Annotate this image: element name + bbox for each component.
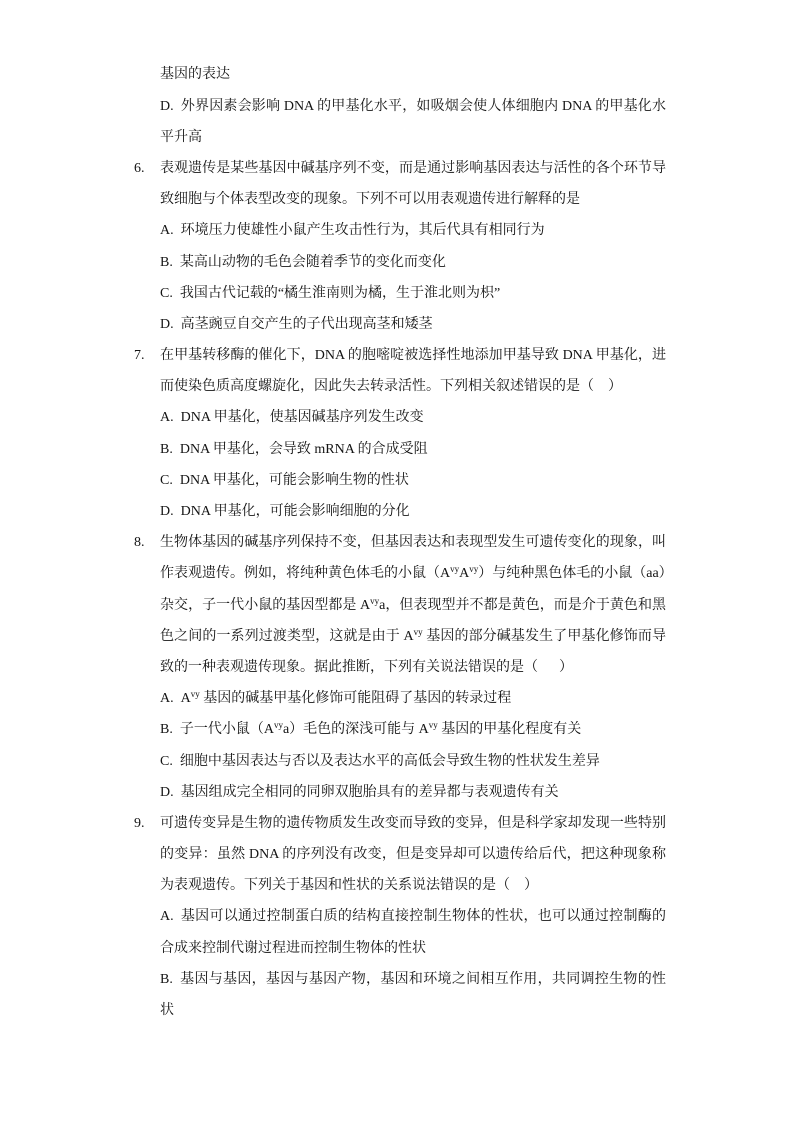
question-stem	[160, 652, 666, 683]
question-9	[0, 808, 793, 1026]
question-stem	[160, 340, 666, 371]
question-stem-text: 生物体基因的碱基序列保持不变，但基因表达和表现型发生可遗传变化的现象，叫	[160, 535, 666, 551]
option-d	[160, 309, 666, 340]
option-c	[160, 746, 666, 777]
question-stem	[160, 839, 666, 870]
option-line	[0, 215, 793, 246]
option-line	[0, 402, 793, 433]
text-segment: 基因的甲基化程度有关	[437, 722, 582, 738]
option-text: 环境压力使雄性小鼠产生攻击性行为，其后代具有相同行为	[180, 223, 545, 239]
option-line	[0, 964, 793, 995]
option-d-continuation	[160, 122, 666, 153]
option-line	[0, 278, 793, 309]
question-number: 8.	[134, 535, 145, 551]
allele-superscript: vy	[428, 720, 438, 731]
option-line	[0, 465, 793, 496]
text-segment: A	[180, 691, 191, 707]
option-line	[0, 59, 793, 90]
option-d	[160, 777, 666, 808]
option-line	[0, 777, 793, 808]
option-b	[160, 964, 666, 995]
option-line	[0, 714, 793, 745]
allele-superscript: vy	[370, 595, 380, 606]
question-stem-text: 的变异：虽然 DNA 的序列没有改变，但是变异却可以遗传给后代，把这种现象称	[160, 847, 666, 863]
option-label: D.	[160, 316, 174, 332]
option-line	[0, 995, 793, 1026]
option-line	[0, 122, 793, 153]
option-b	[160, 714, 666, 745]
question-6	[0, 153, 793, 340]
question-stem	[160, 371, 666, 402]
option-text: 某高山动物的毛色会随着季节的变化而变化	[179, 254, 446, 270]
question-stem-line	[0, 558, 793, 589]
option-b	[160, 434, 666, 465]
question-stem-line	[0, 621, 793, 652]
question-stem	[160, 808, 666, 839]
option-d	[160, 496, 666, 527]
option-label: C.	[160, 753, 173, 769]
option-text: DNA 甲基化，使基因碱基序列发生改变	[180, 410, 424, 426]
option-text: 基因组成完全相同的同卵双胞胎具有的差异都与表观遗传有关	[180, 784, 559, 800]
text-segment: a）毛色的深浅可能与 A	[282, 722, 429, 738]
allele-superscript: vy	[469, 564, 479, 575]
option-line	[0, 496, 793, 527]
question-stem-text: 可遗传变异是生物的遗传物质发生改变而导致的变异，但是科学家却发现一些特别	[160, 815, 666, 831]
option-text: 我国古代记载的“橘生淮南则为橘，生于淮北则为枳”	[179, 285, 501, 301]
option-a	[160, 402, 666, 433]
option-text: 基因可以通过控制蛋白质的结构直接控制生物体的性状，也可以通过控制酶的	[180, 909, 666, 925]
question-stem	[160, 590, 666, 621]
question-stem	[160, 527, 666, 558]
question-stem-text: 而使染色质高度螺旋化，因此失去转录活性。下列相关叙述错误的是（ ）	[160, 379, 622, 395]
text-segment: 作表观遗传。例如，将纯种黄色体毛的小鼠（A	[160, 566, 451, 582]
question-stem-line	[0, 808, 793, 839]
option-line	[0, 309, 793, 340]
option-label: D.	[160, 504, 174, 520]
option-label: A.	[160, 223, 174, 239]
option-b	[160, 247, 666, 278]
option-line	[0, 683, 793, 714]
option-label: A.	[160, 909, 174, 925]
question-stem-text: 致细胞与个体表型改变的现象。下列不可以用表观遗传进行解释的是	[160, 192, 580, 208]
option-text: 状	[160, 1003, 174, 1019]
question-7	[0, 340, 793, 527]
option-c	[160, 465, 666, 496]
question-number: 9.	[134, 815, 145, 831]
option-text: 平升高	[160, 129, 202, 145]
option-d	[160, 91, 666, 122]
question-stem-text: 表观遗传是某些基因中碱基序列不变，而是通过影响基因表达与活性的各个环节导	[160, 160, 666, 176]
allele-superscript: vy	[273, 720, 283, 731]
option-c	[160, 278, 666, 309]
question-stem-text: 为表观遗传。下列关于基因和性状的关系说法错误的是（ ）	[160, 878, 538, 894]
option-text: DNA 甲基化，可能会影响细胞的分化	[180, 504, 410, 520]
question-stem-line	[0, 870, 793, 901]
option-text: 基因的表达	[160, 67, 230, 83]
question-stem-line	[0, 590, 793, 621]
option-label: B.	[160, 254, 173, 270]
question-stem-text: 在甲基转移酶的催化下，DNA 的胞嘧啶被选择性地添加甲基导致 DNA 甲基化，进	[160, 348, 666, 364]
question-number: 7.	[134, 348, 145, 364]
question-stem	[160, 558, 673, 589]
question-stem-line	[0, 340, 793, 371]
question-stem-line	[0, 371, 793, 402]
allele-superscript: vy	[413, 626, 423, 637]
text-segment: A	[459, 566, 470, 582]
question-stem-text: 致的一种表观遗传现象。据此推断，下列有关说法错误的是（ ）	[160, 659, 573, 675]
question-5-continuation	[0, 59, 793, 153]
question-stem	[160, 621, 666, 652]
option-line	[0, 746, 793, 777]
question-stem-line	[0, 527, 793, 558]
page-content	[0, 59, 793, 1026]
question-stem	[160, 184, 666, 215]
text-segment: 基因的碱基甲基化修饰可能阻碍了基因的转录过程	[199, 691, 512, 707]
option-text: 外界因素会影响 DNA 的甲基化水平，如吸烟会使人体细胞内 DNA 的甲基化水	[180, 98, 666, 114]
option-a	[160, 901, 666, 932]
option-label: C.	[160, 472, 173, 488]
text-segment: 杂交，子一代小鼠的基因型都是 A	[160, 597, 371, 613]
option-label: D.	[160, 784, 174, 800]
option-b-continuation	[160, 995, 666, 1026]
text-segment: 基因的部分碱基发生了甲基化修饰而导	[422, 628, 667, 644]
question-stem-line	[0, 153, 793, 184]
option-text: DNA 甲基化，可能会影响生物的性状	[179, 472, 409, 488]
option-label: B.	[160, 971, 173, 987]
question-number: 6.	[134, 160, 145, 176]
option-a	[160, 683, 666, 714]
option-label: A.	[160, 691, 174, 707]
option-text: 基因与基因，基因与基因产物，基因和环境之间相互作用，共同调控生物的性	[179, 971, 666, 987]
option-line	[0, 434, 793, 465]
option-label: D.	[160, 98, 174, 114]
option-line	[0, 933, 793, 964]
question-stem	[160, 870, 666, 901]
allele-superscript: vy	[450, 564, 460, 575]
allele-superscript: vy	[190, 689, 200, 700]
question-stem	[160, 153, 666, 184]
question-stem-line	[0, 839, 793, 870]
option-line	[0, 91, 793, 122]
text-segment: ）与纯种黑色体毛的小鼠（aa）	[478, 566, 673, 582]
option-text: 合成来控制代谢过程进而控制生物体的性状	[160, 940, 426, 956]
option-a-continuation	[160, 933, 666, 964]
option-text: 高茎豌豆自交产生的子代出现高茎和矮茎	[180, 316, 433, 332]
option-label: B.	[160, 441, 173, 457]
option-text: 细胞中基因表达与否以及表达水平的高低会导致生物的性状发生差异	[179, 753, 600, 769]
option-label: B.	[160, 722, 173, 738]
option-label: C.	[160, 285, 173, 301]
question-stem-line	[0, 184, 793, 215]
option-line	[0, 247, 793, 278]
option-text: DNA 甲基化，会导致 mRNA 的合成受阻	[179, 441, 428, 457]
option-line	[0, 901, 793, 932]
option-a	[160, 215, 666, 246]
question-8	[0, 527, 793, 808]
question-stem-line	[0, 652, 793, 683]
option-c-tail	[160, 59, 666, 90]
text-segment: 子一代小鼠（A	[179, 722, 274, 738]
text-segment: a，但表现型并不都是黄色，而是介于黄色和黑	[379, 597, 666, 613]
text-segment: 色之间的一系列过渡类型，这就是由于 A	[160, 628, 414, 644]
option-label: A.	[160, 410, 174, 426]
